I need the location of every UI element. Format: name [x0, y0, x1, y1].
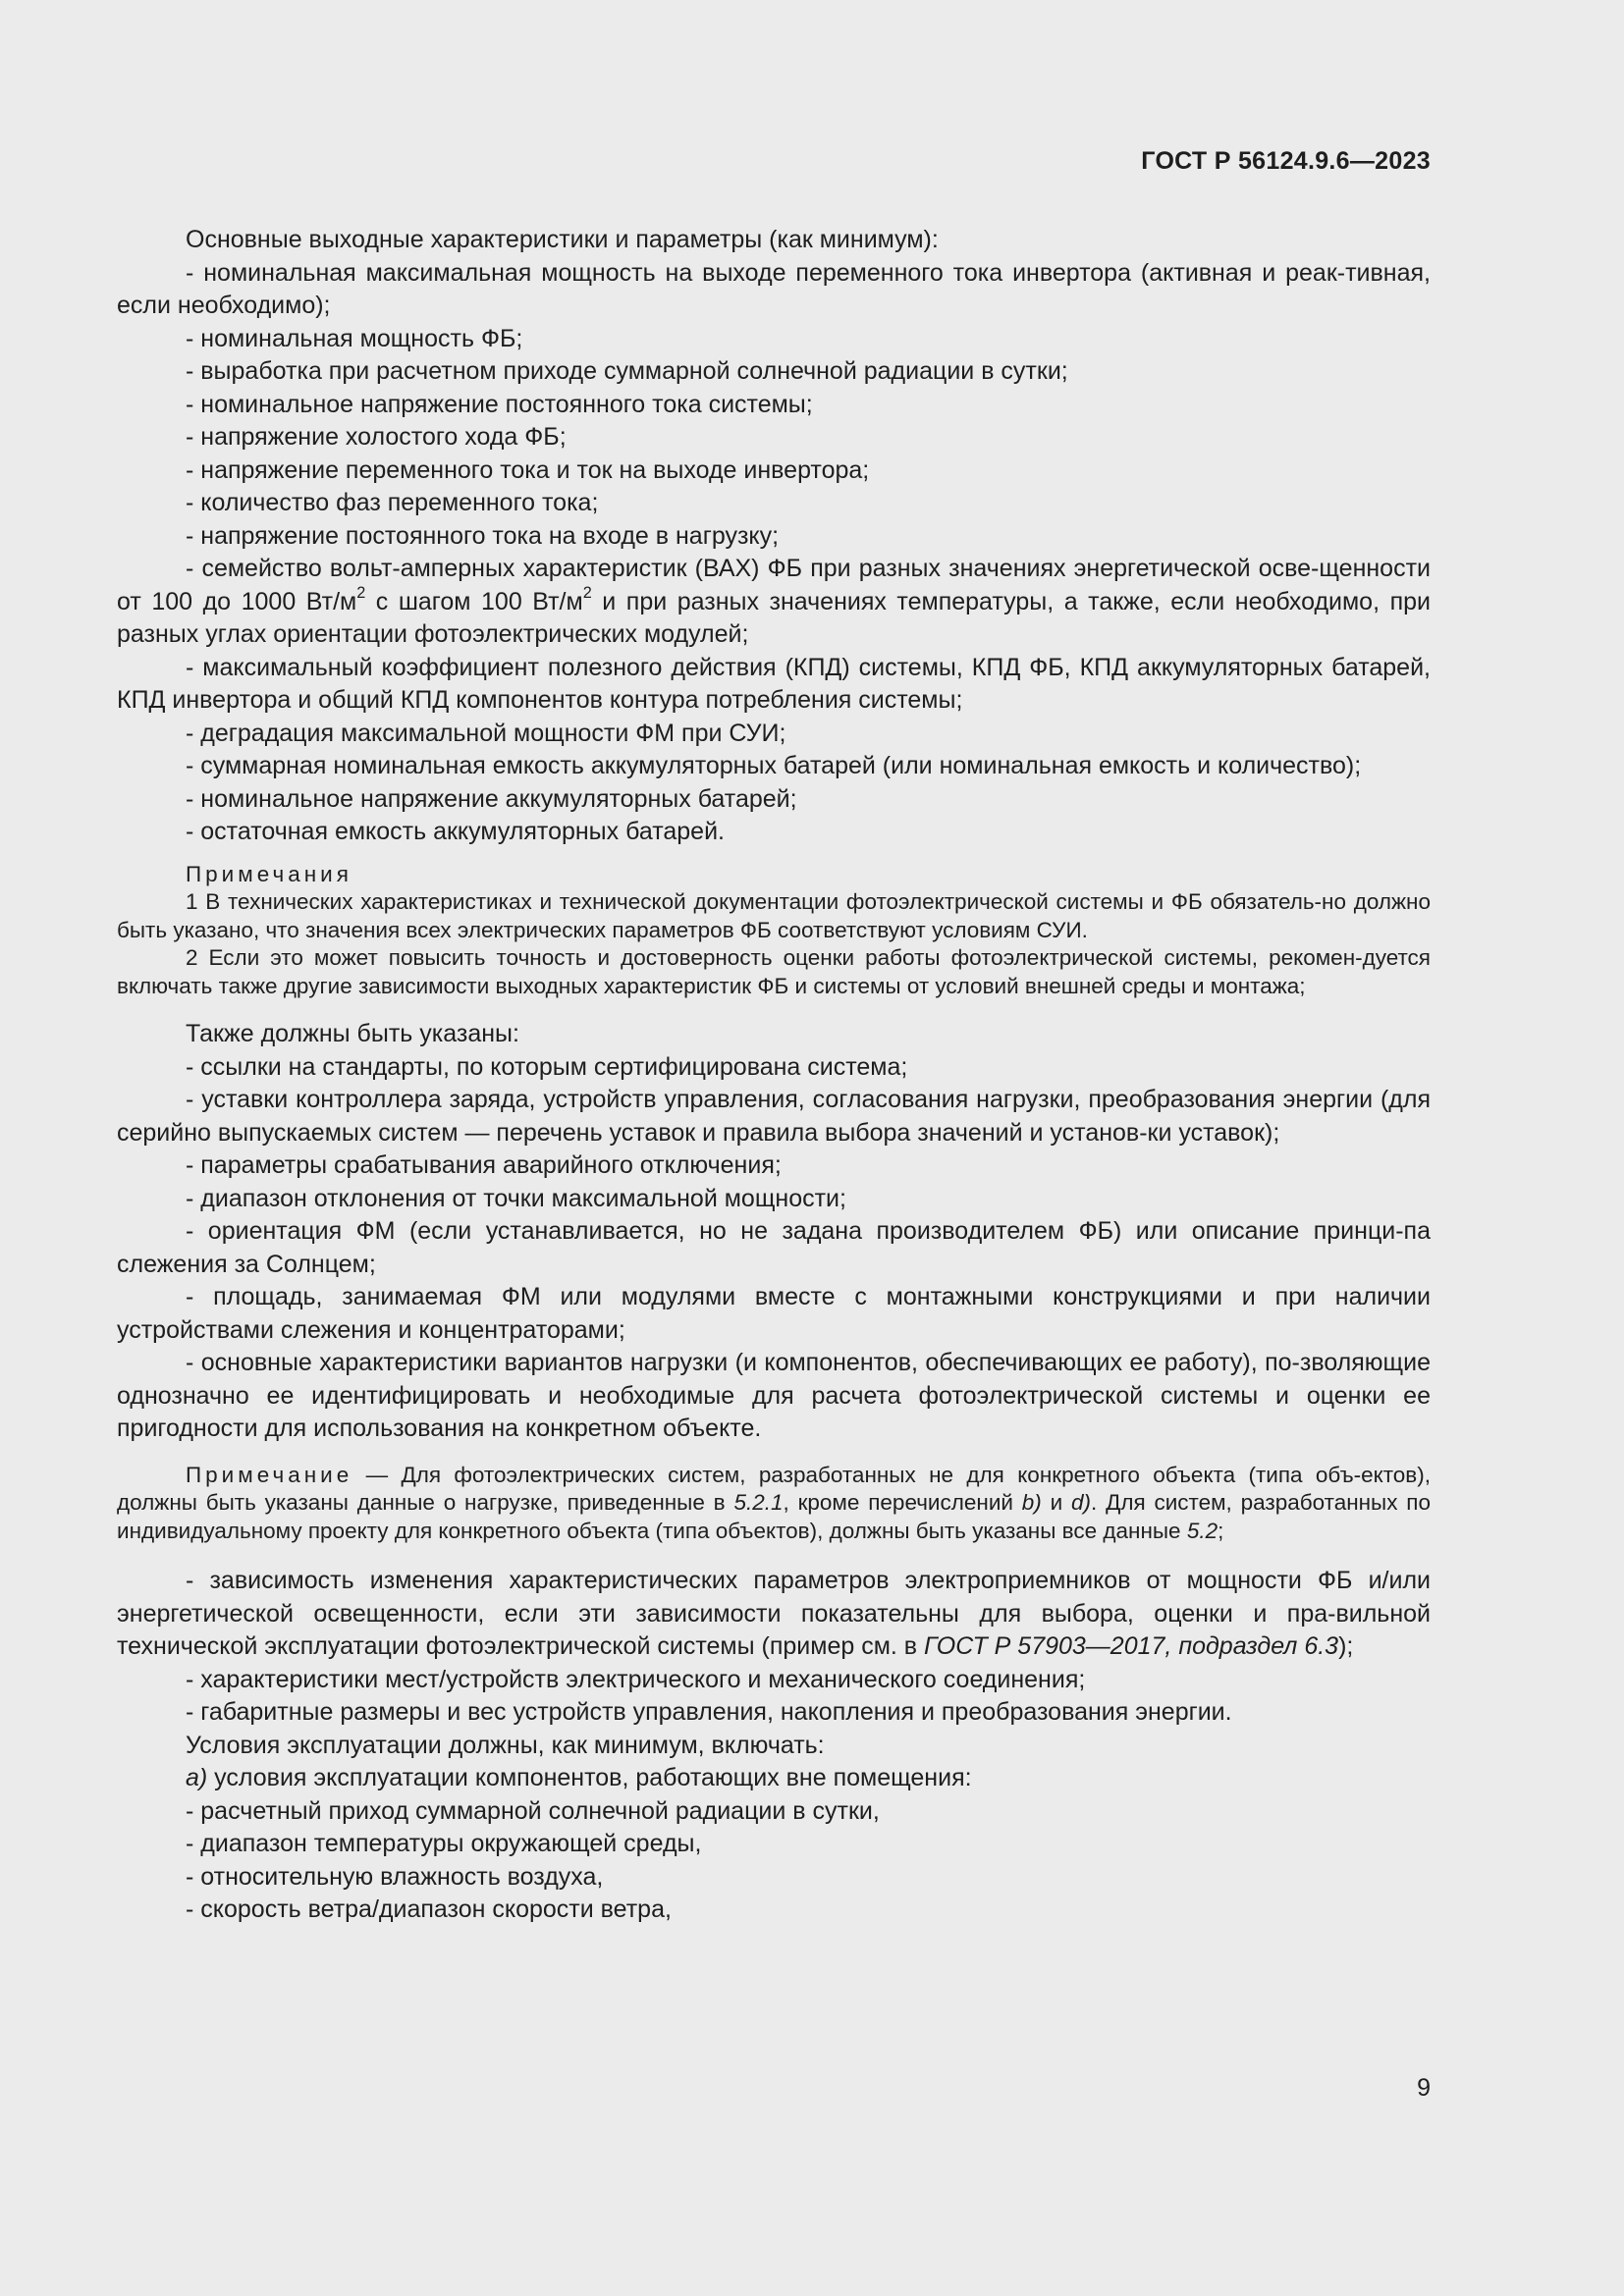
output-characteristics-section	[117, 224, 1431, 849]
note-block	[117, 1462, 1431, 1546]
text-run: ;	[1218, 1518, 1224, 1543]
list-item: - расчетный приход суммарной солнечной радиации в сутки,	[186, 1796, 880, 1825]
list-item: - ориентация ФМ (если устанавливается, но не задана производителем ФБ) или описание принци-па слежения за Солнцем;	[117, 1217, 1431, 1278]
list-item: - уставки контроллера заряда, устройств управления, согласования нагрузки, преобразования энергии (для серийно выпускаемых систем — перечень уставок и правила выбора значений и установ-ки уставок);	[117, 1086, 1431, 1147]
enumeration-letter: а)	[186, 1764, 208, 1791]
text-run: - семейство вольт-амперных характеристик (ВАХ) ФБ при разных значениях энергетической осве-щенности от 100 до 1000 Вт/м	[117, 555, 1431, 615]
text-run: условия эксплуатации компонентов, работающих вне помещения:	[207, 1764, 972, 1791]
list-item: - номинальная мощность ФБ;	[186, 324, 523, 352]
note-item: 1 В технических характеристиках и технической документации фотоэлектрической системы и ФБ обязатель-но должно быть указано, что значения всех электрических параметров ФБ соответствуют условиям СУИ.	[117, 889, 1431, 942]
list-item	[117, 1762, 1431, 1795]
list-item: - суммарная номинальная емкость аккумуляторных батарей (или номинальная емкость и количество);	[186, 752, 1362, 779]
list-item: - номинальное напряжение постоянного тока системы;	[186, 390, 813, 418]
list-item-vah	[117, 553, 1431, 652]
operating-conditions-section	[117, 1565, 1431, 1927]
additional-data-section	[117, 1018, 1431, 1446]
list-item: - габаритные размеры и вес устройств управления, накопления и преобразования энергии.	[186, 1698, 1232, 1726]
note-paragraph	[117, 1462, 1431, 1546]
note-item: 2 Если это может повысить точность и достоверность оценки работы фотоэлектрической системы, рекомен-дуется включать также другие зависимости выходных характеристик ФБ и системы от условий внешней среды и монтажа;	[117, 945, 1431, 998]
list-item: - деградация максимальной мощности ФМ при СУИ;	[186, 719, 786, 747]
list-item: - напряжение холостого хода ФБ;	[186, 423, 567, 451]
superscript: 2	[356, 583, 366, 602]
reference: 5.2	[1186, 1518, 1218, 1543]
document-code: ГОСТ Р 56124.9.6—2023	[1141, 147, 1431, 175]
list-item: - напряжение постоянного тока на входе в нагрузку;	[186, 521, 780, 550]
text-run: - зависимость изменения характеристических параметров электроприемников от мощности ФБ и/или энергетической освещенности, если эти зависимости показательны для выбора, оценки и пра-вильной технической эксплуатации фотоэлектрической системы (пример см. в	[117, 1567, 1431, 1660]
list-item: - ссылки на стандарты, по которым сертифицирована система;	[186, 1052, 908, 1081]
paragraph: Также должны быть указаны:	[186, 1020, 519, 1047]
paragraph: Условия эксплуатации должны, как минимум, включать:	[186, 1731, 825, 1759]
list-item: - скорость ветра/диапазон скорости ветра,	[186, 1896, 672, 1923]
page-number: 9	[1417, 2074, 1431, 2102]
list-item	[117, 1565, 1431, 1664]
list-item: - количество фаз переменного тока;	[186, 489, 599, 516]
reference: 5.2.1	[733, 1490, 784, 1515]
list-item: - относительную влажность воздуха,	[186, 1862, 604, 1891]
list-item: - напряжение переменного тока и ток на выходе инвертора;	[186, 455, 870, 484]
text-run: с шагом 100 Вт/м	[365, 587, 583, 615]
list-item: - параметры срабатывания аварийного отключения;	[186, 1151, 782, 1179]
reference: d)	[1071, 1490, 1092, 1515]
page-content	[117, 224, 1431, 1927]
text-run: и при разных значениях температуры, а также, если необходимо, при разных углах ориентации фотоэлектрических модулей;	[117, 587, 1431, 648]
text-run: );	[1338, 1632, 1354, 1660]
list-item: - основные характеристики вариантов нагрузки (и компонентов, обеспечивающих ее работу), по-зволяющие однозначно ее идентифицировать и необходимые для расчета фотоэлектрической системы и оценки ее пригодности для использования на конкретном объекте.	[117, 1349, 1431, 1442]
list-item: - максимальный коэффициент полезного действия (КПД) системы, КПД ФБ, КПД аккумуляторных батарей, КПД инвертора и общий КПД компонентов контура потребления системы;	[117, 653, 1431, 714]
reference: ГОСТ Р 57903—2017, подраздел 6.3	[924, 1632, 1339, 1660]
superscript: 2	[582, 583, 592, 602]
notes-heading: Примечания	[186, 861, 352, 886]
text-run: и	[1041, 1490, 1071, 1515]
paragraph: Основные выходные характеристики и параметры (как минимум):	[186, 226, 939, 253]
note-label: Примечание	[186, 1462, 353, 1487]
list-item: - диапазон отклонения от точки максимальной мощности;	[186, 1184, 846, 1212]
list-item: - выработка при расчетном приходе суммарной солнечной радиации в сутки;	[186, 357, 1068, 385]
list-item: - площадь, занимаемая ФМ или модулями вместе с монтажными конструкциями и при наличии устройствами слежения и концентраторами;	[117, 1283, 1431, 1344]
list-item: - остаточная емкость аккумуляторных батарей.	[186, 818, 725, 845]
reference: b)	[1021, 1490, 1042, 1515]
list-item: - номинальная максимальная мощность на выходе переменного тока инвертора (активная и реак-тивная, если необходимо);	[117, 258, 1431, 319]
text-run: , кроме перечислений	[783, 1490, 1022, 1515]
list-item: - номинальное напряжение аккумуляторных батарей;	[186, 784, 797, 813]
text-run: — Для фотоэлектрических систем, разработанных не для конкретного объекта (типа объ-ектов), должны быть указаны данные о нагрузке, приведенные в	[117, 1462, 1431, 1515]
list-item: - диапазон температуры окружающей среды,	[186, 1830, 702, 1857]
text-run: . Для систем, разработанных по индивидуальному проекту для конкретного объекта (типа объектов), должны быть указаны все данные	[117, 1490, 1431, 1543]
list-item: - характеристики мест/устройств электрического и механического соединения;	[186, 1665, 1086, 1693]
notes-block	[117, 861, 1431, 1001]
